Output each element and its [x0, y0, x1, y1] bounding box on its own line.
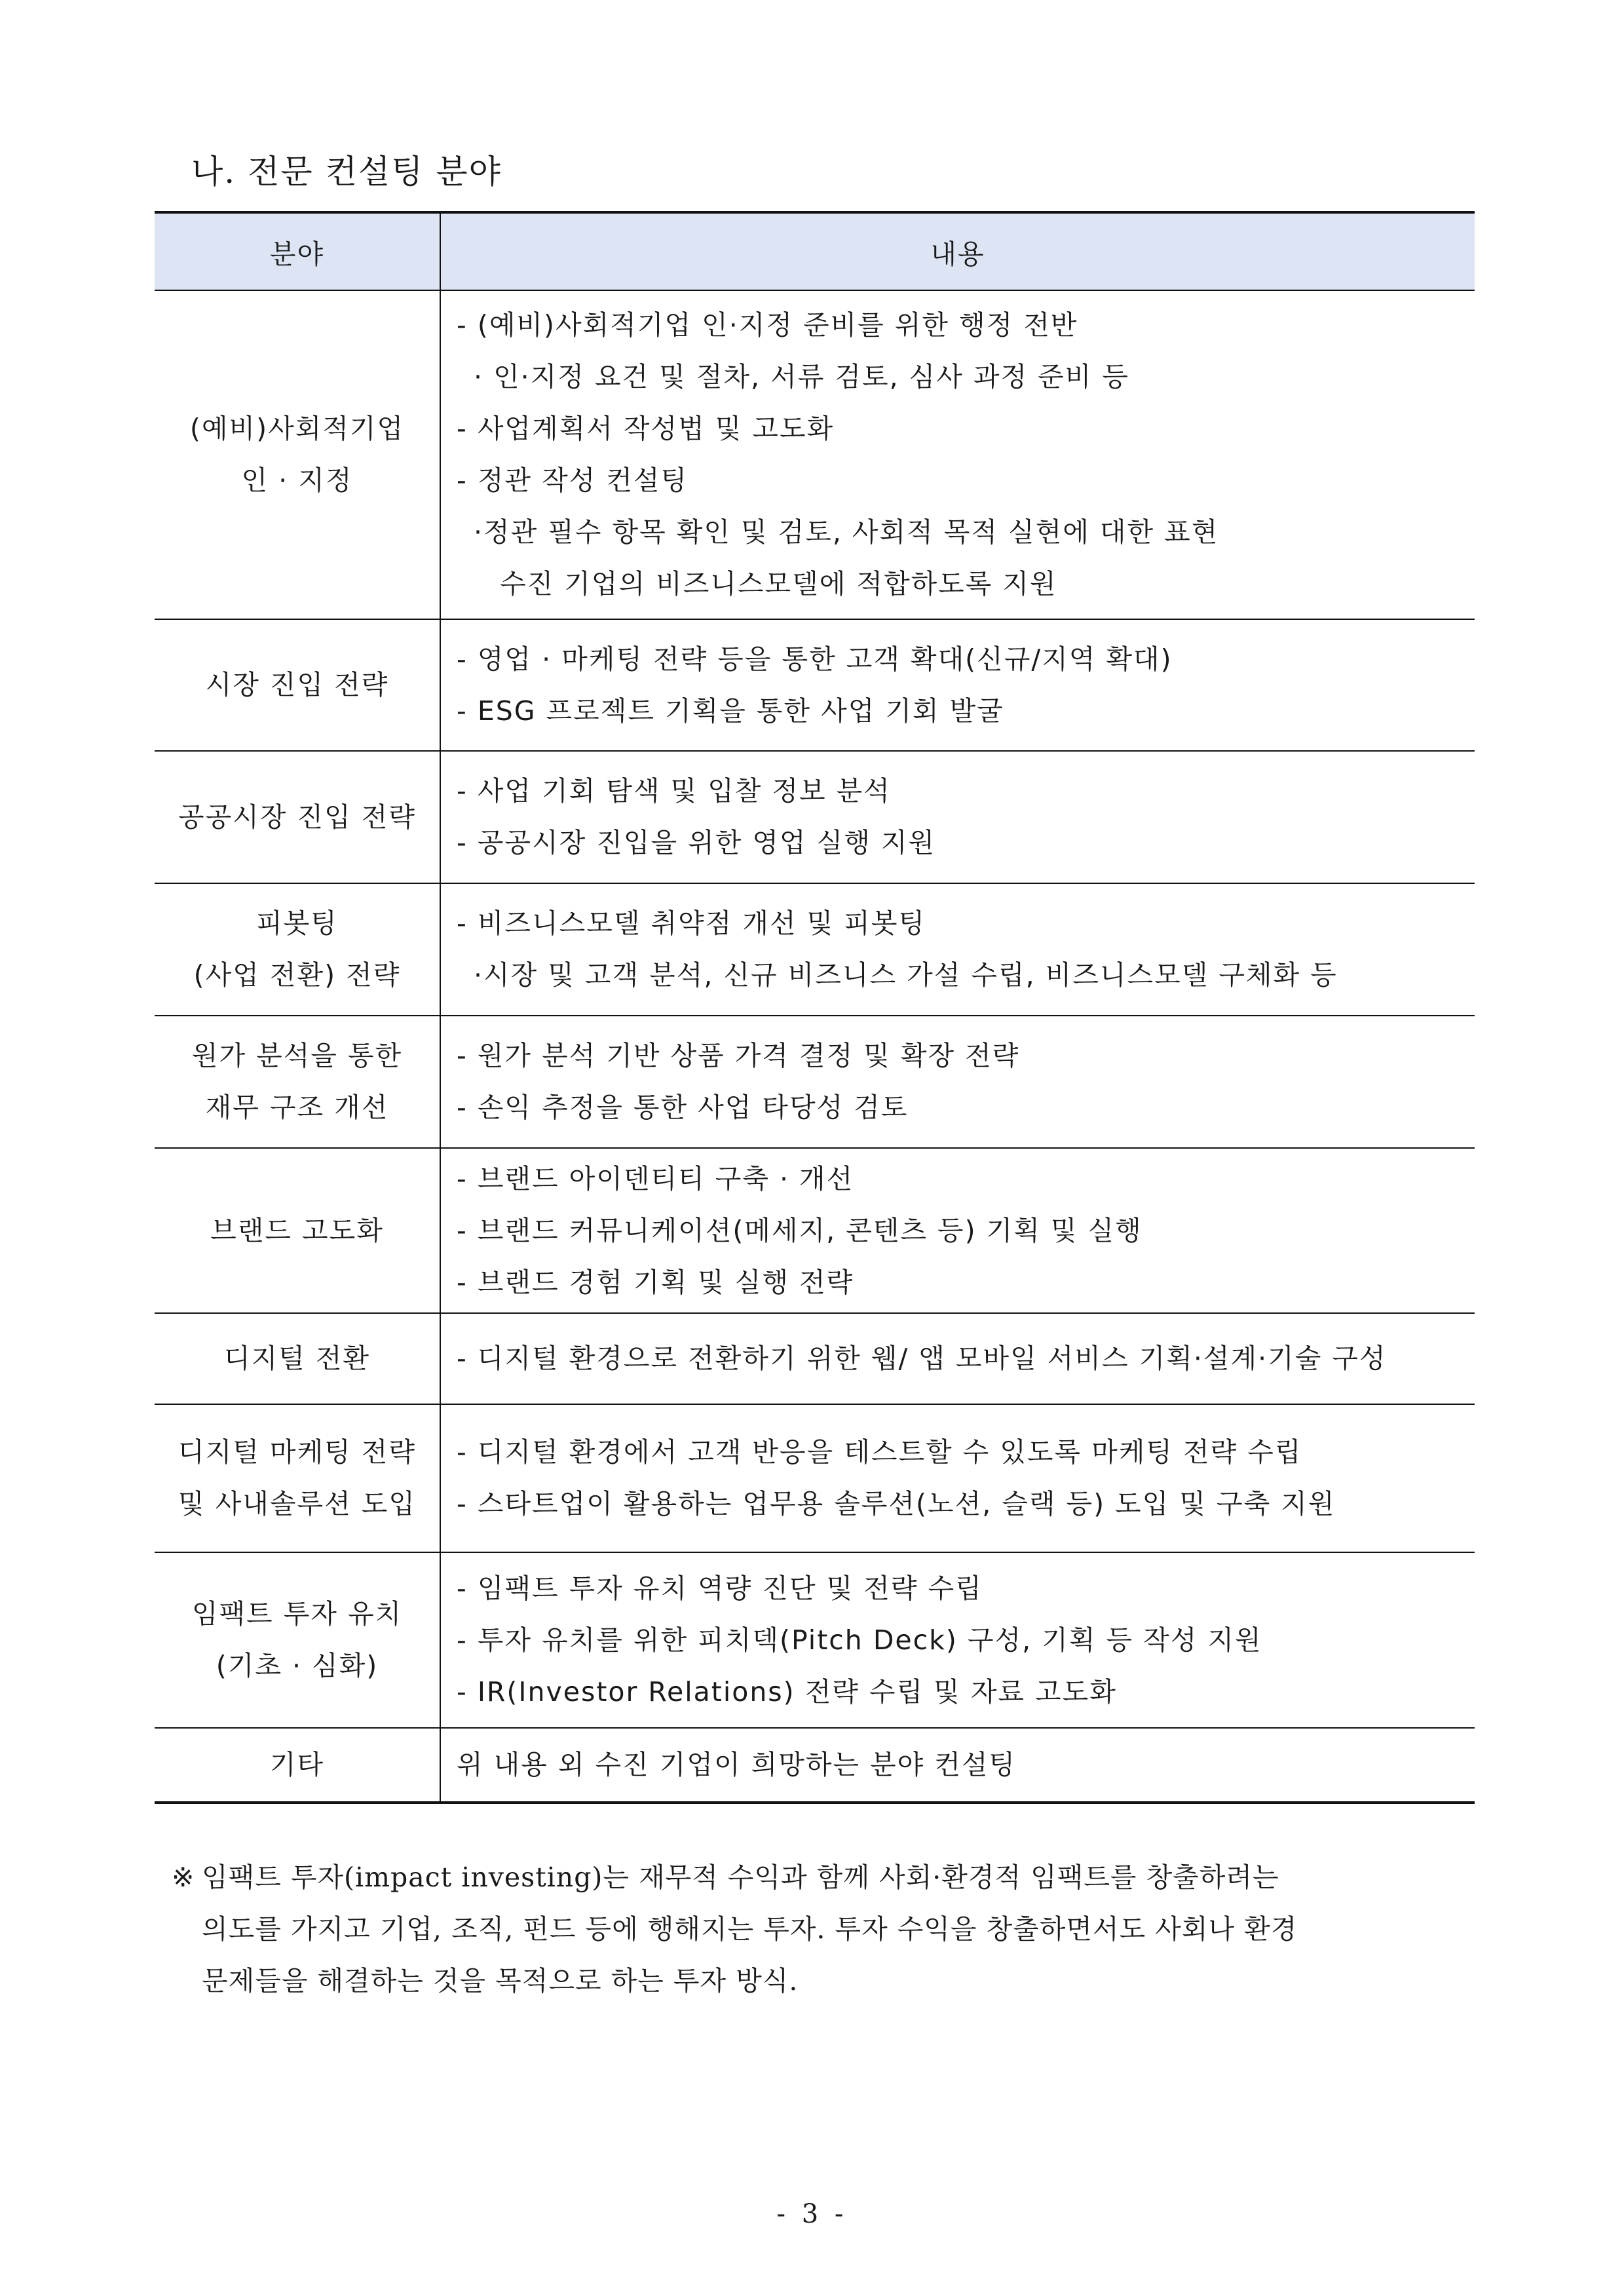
content-line: - 스타트업이 활용하는 업무용 솔루션(노션, 슬랙 등) 도입 및 구축 지원 [457, 1488, 1336, 1520]
field-cell [155, 1313, 440, 1404]
content-line: - 투자 유치를 위한 피치덱(Pitch Deck) 구성, 기획 등 작성 지원 [457, 1624, 1262, 1656]
reference-mark: ※ [172, 1862, 195, 1893]
field-label: 시장 진입 전략 [205, 669, 389, 700]
contents-cell [440, 1728, 1475, 1803]
content-line: - 공공시장 진입을 위한 영업 실행 지원 [457, 827, 936, 858]
field-cell [155, 751, 440, 883]
footnote [172, 1852, 1475, 2007]
table-row [155, 619, 1475, 751]
field-label: 기타 [269, 1749, 325, 1780]
field-label: 인 · 지정 [241, 465, 353, 496]
content-line: - 브랜드 아이덴티티 구축 · 개선 [457, 1162, 854, 1195]
table-row [155, 290, 1475, 619]
field-label: 원가 분석을 통한 [191, 1040, 403, 1071]
contents-cell [440, 751, 1475, 883]
content-line: - (예비)사회적기업 인·지정 준비를 위한 행정 전반 [457, 309, 1078, 341]
field-cell [155, 290, 440, 619]
field-label: 재무 구조 개선 [205, 1092, 389, 1123]
table-header-row [155, 212, 1475, 290]
field-label: 공공시장 진입 전략 [178, 801, 416, 833]
content-line: ·정관 필수 항목 확인 및 검토, 사회적 목적 실현에 대한 표현 [474, 516, 1219, 548]
contents-cell [440, 883, 1475, 1016]
field-label: (사업 전환) 전략 [193, 959, 401, 991]
content-line: 위 내용 외 수진 기업이 희망하는 분야 컨설팅 [457, 1749, 1017, 1780]
field-cell [155, 1016, 440, 1148]
content-line: - 비즈니스모델 취약점 개선 및 피봇팅 [457, 908, 926, 939]
field-cell [155, 1552, 440, 1728]
contents-cell [440, 1404, 1475, 1552]
content-line: - 디지털 환경으로 전환하기 위한 웹/ 앱 모바일 서비스 기획·설계·기술 구성 [457, 1343, 1387, 1374]
table-row [155, 1552, 1475, 1728]
footnote-line [172, 1852, 1475, 1904]
content-line: - 디지털 환경에서 고객 반응을 테스트할 수 있도록 마케팅 전략 수립 [457, 1436, 1302, 1468]
header-contents: 내용 [440, 212, 1475, 290]
field-label: 디지털 마케팅 전략 [178, 1436, 416, 1468]
content-line: - 사업계획서 작성법 및 고도화 [457, 413, 835, 444]
content-line: 수진 기업의 비즈니스모델에 적합하도록 지원 [500, 568, 1057, 600]
contents-cell [440, 1016, 1475, 1148]
content-line: - 원가 분석 기반 상품 가격 결정 및 확장 전략 [457, 1040, 1020, 1071]
field-label: 및 사내솔루션 도입 [178, 1488, 416, 1520]
header-field: 분야 [155, 212, 440, 290]
field-cell [155, 619, 440, 751]
content-line: ·시장 및 고객 분석, 신규 비즈니스 가설 수립, 비즈니스모델 구체화 등 [474, 959, 1338, 991]
content-line: - 사업 기회 탐색 및 입찰 정보 분석 [457, 775, 891, 807]
content-line: - IR(Investor Relations) 전략 수립 및 자료 고도화 [457, 1675, 1117, 1708]
content-line: - 브랜드 경험 기획 및 실행 전략 [457, 1266, 854, 1298]
contents-cell [440, 290, 1475, 619]
section-title: 나. 전문 컨설팅 분야 [191, 153, 502, 191]
table-row [155, 883, 1475, 1016]
field-label: 피봇팅 [256, 908, 338, 939]
table-row [155, 1404, 1475, 1552]
content-line: · 인·지정 요건 및 절차, 서류 검토, 심사 과정 준비 등 [474, 361, 1129, 392]
field-cell [155, 1728, 440, 1803]
table-row [155, 751, 1475, 883]
field-label: (기초 · 심화) [216, 1650, 379, 1681]
footnote-line: 문제들을 해결하는 것을 목적으로 하는 투자 방식. [202, 1965, 799, 1997]
footnote-text: 임팩트 투자(impact investing)는 재무적 수익과 함께 사회·환경적 임팩트를 창출하려는 [202, 1862, 1279, 1893]
contents-cell [440, 619, 1475, 751]
field-label: (예비)사회적기업 [189, 413, 405, 444]
content-line: - 정관 작성 컨설팅 [457, 465, 689, 496]
content-line: - 임팩트 투자 유치 역량 진단 및 전략 수립 [457, 1572, 983, 1604]
content-line: - ESG 프로젝트 기획을 통한 사업 기회 발굴 [457, 695, 1004, 727]
page-number: - 3 - [776, 2199, 848, 2229]
contents-cell [440, 1148, 1475, 1313]
table-row [155, 1728, 1475, 1803]
contents-cell [440, 1552, 1475, 1728]
footnote-line: 의도를 가지고 기업, 조직, 펀드 등에 행해지는 투자. 투자 수익을 창출하면서도 사회나 환경 [202, 1913, 1298, 1945]
field-cell [155, 1148, 440, 1313]
table-row [155, 1148, 1475, 1313]
field-label: 브랜드 고도화 [210, 1214, 384, 1246]
content-line: - 영업 · 마케팅 전략 등을 통한 고객 확대(신규/지역 확대) [457, 643, 1173, 675]
consulting-fields-table [155, 211, 1475, 1804]
contents-cell [440, 1313, 1475, 1404]
field-label: 임팩트 투자 유치 [191, 1598, 403, 1630]
field-label: 디지털 전환 [223, 1343, 371, 1374]
field-cell [155, 1404, 440, 1552]
content-line: - 손익 추정을 통한 사업 타당성 검토 [457, 1092, 909, 1123]
content-line: - 브랜드 커뮤니케이션(메세지, 콘텐츠 등) 기획 및 실행 [457, 1214, 1142, 1246]
field-cell [155, 883, 440, 1016]
table-row [155, 1313, 1475, 1404]
table-row [155, 1016, 1475, 1148]
